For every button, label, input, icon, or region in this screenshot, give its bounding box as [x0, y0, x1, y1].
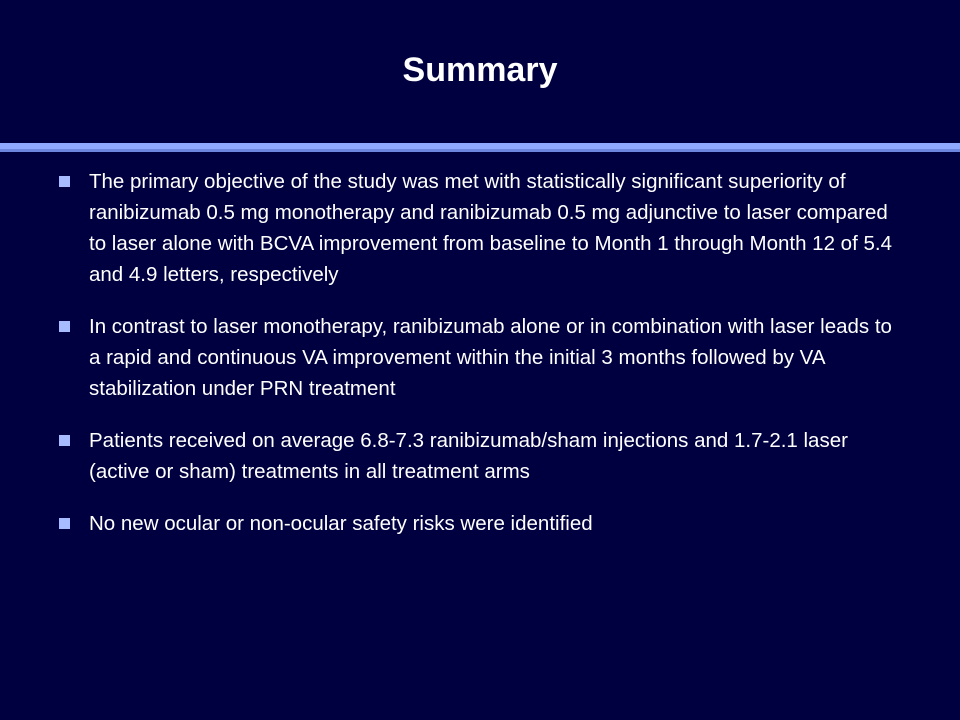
bullet-item: [58, 425, 903, 487]
bullet-item: [58, 311, 903, 404]
square-bullet-icon: [59, 518, 70, 529]
square-bullet-icon: [59, 435, 70, 446]
bullet-item: [58, 508, 903, 539]
title-divider-bar: [0, 143, 960, 152]
bullet-text: Patients received on average 6.8-7.3 ranibizumab/sham injections and 1.7-2.1 laser (active or sham) treatments in all treatment arms: [89, 429, 848, 483]
divider-shade: [0, 149, 960, 152]
square-bullet-icon: [59, 321, 70, 332]
bullet-item: [58, 166, 903, 290]
bullet-text: No new ocular or non-ocular safety risks were identified: [89, 512, 593, 535]
square-bullet-icon: [59, 176, 70, 187]
bullet-text: The primary objective of the study was met with statistically significant superiority of ranibizumab 0.5 mg monotherapy and ranibizumab 0.5 mg adjunctive to laser compared to laser alone with BCVA improvement from baseline to Month 1 through Month 12 of 5.4 and 4.9 letters, respectively: [89, 170, 892, 286]
slide-title: Summary: [402, 51, 558, 89]
bullet-text: In contrast to laser monotherapy, ranibizumab alone or in combination with laser leads to a rapid and continuous VA improvement within the initial 3 months followed by VA stabilization under PRN treatment: [89, 315, 892, 400]
bullet-list: [58, 166, 903, 560]
